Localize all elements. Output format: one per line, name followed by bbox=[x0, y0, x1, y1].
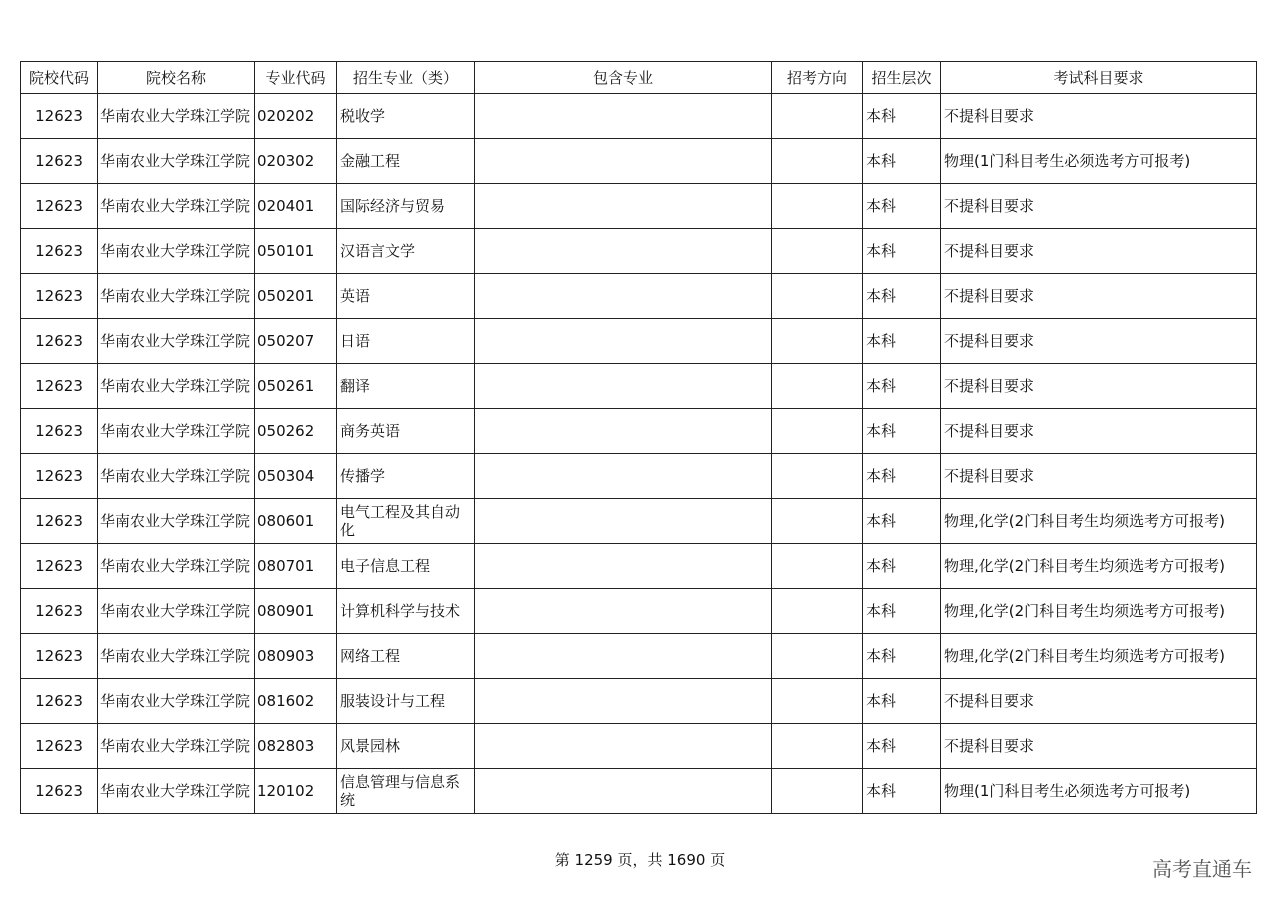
cell-school-code: 12623 bbox=[21, 454, 98, 499]
cell-direction bbox=[772, 499, 863, 544]
cell-requirement: 不提科目要求 bbox=[941, 274, 1257, 319]
cell-level: 本科 bbox=[863, 544, 941, 589]
cell-school-code: 12623 bbox=[21, 409, 98, 454]
cell-school-code: 12623 bbox=[21, 364, 98, 409]
cell-direction bbox=[772, 274, 863, 319]
table-row bbox=[21, 184, 1257, 229]
cell-school-name: 华南农业大学珠江学院 bbox=[98, 454, 255, 499]
cell-major: 税收学 bbox=[337, 94, 475, 139]
cell-requirement: 不提科目要求 bbox=[941, 679, 1257, 724]
cell-level: 本科 bbox=[863, 724, 941, 769]
cell-requirement: 不提科目要求 bbox=[941, 364, 1257, 409]
cell-major: 风景园林 bbox=[337, 724, 475, 769]
cell-level: 本科 bbox=[863, 319, 941, 364]
cell-major-code: 050261 bbox=[255, 364, 337, 409]
cell-requirement: 不提科目要求 bbox=[941, 229, 1257, 274]
cell-school-name: 华南农业大学珠江学院 bbox=[98, 184, 255, 229]
cell-school-code: 12623 bbox=[21, 769, 98, 814]
cell-school-code: 12623 bbox=[21, 319, 98, 364]
cell-school-code: 12623 bbox=[21, 229, 98, 274]
cell-school-code: 12623 bbox=[21, 589, 98, 634]
cell-school-code: 12623 bbox=[21, 184, 98, 229]
table-row bbox=[21, 634, 1257, 679]
header-major: 招生专业（类） bbox=[337, 62, 475, 94]
cell-level: 本科 bbox=[863, 229, 941, 274]
cell-major: 服装设计与工程 bbox=[337, 679, 475, 724]
cell-major: 电子信息工程 bbox=[337, 544, 475, 589]
table-row bbox=[21, 319, 1257, 364]
cell-direction bbox=[772, 634, 863, 679]
cell-major-code: 050101 bbox=[255, 229, 337, 274]
cell-requirement: 物理(1门科目考生必须选考方可报考) bbox=[941, 769, 1257, 814]
cell-school-name: 华南农业大学珠江学院 bbox=[98, 724, 255, 769]
table-header-row bbox=[21, 62, 1257, 94]
cell-major-code: 020401 bbox=[255, 184, 337, 229]
table-row bbox=[21, 724, 1257, 769]
table-row bbox=[21, 769, 1257, 814]
cell-direction bbox=[772, 454, 863, 499]
cell-level: 本科 bbox=[863, 679, 941, 724]
cell-direction bbox=[772, 229, 863, 274]
cell-school-name: 华南农业大学珠江学院 bbox=[98, 499, 255, 544]
cell-included-majors bbox=[475, 634, 772, 679]
cell-level: 本科 bbox=[863, 139, 941, 184]
table-row bbox=[21, 409, 1257, 454]
cell-major: 英语 bbox=[337, 274, 475, 319]
table-row bbox=[21, 274, 1257, 319]
cell-included-majors bbox=[475, 364, 772, 409]
cell-level: 本科 bbox=[863, 634, 941, 679]
cell-major-code: 050207 bbox=[255, 319, 337, 364]
cell-requirement: 物理,化学(2门科目考生均须选考方可报考) bbox=[941, 499, 1257, 544]
cell-level: 本科 bbox=[863, 589, 941, 634]
cell-included-majors bbox=[475, 544, 772, 589]
cell-major: 日语 bbox=[337, 319, 475, 364]
cell-level: 本科 bbox=[863, 409, 941, 454]
cell-included-majors bbox=[475, 319, 772, 364]
cell-school-name: 华南农业大学珠江学院 bbox=[98, 274, 255, 319]
cell-included-majors bbox=[475, 724, 772, 769]
cell-school-name: 华南农业大学珠江学院 bbox=[98, 94, 255, 139]
cell-direction bbox=[772, 679, 863, 724]
table-row bbox=[21, 589, 1257, 634]
cell-school-name: 华南农业大学珠江学院 bbox=[98, 409, 255, 454]
cell-school-name: 华南农业大学珠江学院 bbox=[98, 589, 255, 634]
cell-direction bbox=[772, 589, 863, 634]
cell-direction bbox=[772, 769, 863, 814]
table-row bbox=[21, 364, 1257, 409]
cell-direction bbox=[772, 184, 863, 229]
cell-major-code: 081602 bbox=[255, 679, 337, 724]
cell-requirement: 不提科目要求 bbox=[941, 184, 1257, 229]
cell-included-majors bbox=[475, 454, 772, 499]
header-school-name: 院校名称 bbox=[98, 62, 255, 94]
cell-direction bbox=[772, 544, 863, 589]
cell-included-majors bbox=[475, 139, 772, 184]
cell-major: 计算机科学与技术 bbox=[337, 589, 475, 634]
cell-school-code: 12623 bbox=[21, 724, 98, 769]
cell-major: 信息管理与信息系统 bbox=[337, 769, 475, 814]
cell-direction bbox=[772, 319, 863, 364]
cell-level: 本科 bbox=[863, 184, 941, 229]
cell-school-name: 华南农业大学珠江学院 bbox=[98, 634, 255, 679]
cell-school-name: 华南农业大学珠江学院 bbox=[98, 229, 255, 274]
cell-included-majors bbox=[475, 274, 772, 319]
cell-school-code: 12623 bbox=[21, 544, 98, 589]
cell-school-code: 12623 bbox=[21, 499, 98, 544]
cell-included-majors bbox=[475, 589, 772, 634]
cell-major-code: 020202 bbox=[255, 94, 337, 139]
cell-level: 本科 bbox=[863, 499, 941, 544]
table-row bbox=[21, 454, 1257, 499]
cell-requirement: 不提科目要求 bbox=[941, 409, 1257, 454]
cell-major-code: 080601 bbox=[255, 499, 337, 544]
table-body bbox=[21, 94, 1257, 814]
table-row bbox=[21, 229, 1257, 274]
cell-included-majors bbox=[475, 769, 772, 814]
cell-requirement: 不提科目要求 bbox=[941, 724, 1257, 769]
cell-requirement: 不提科目要求 bbox=[941, 94, 1257, 139]
cell-level: 本科 bbox=[863, 274, 941, 319]
cell-major: 汉语言文学 bbox=[337, 229, 475, 274]
cell-major-code: 082803 bbox=[255, 724, 337, 769]
cell-major-code: 050262 bbox=[255, 409, 337, 454]
table-row bbox=[21, 499, 1257, 544]
cell-direction bbox=[772, 94, 863, 139]
cell-major: 金融工程 bbox=[337, 139, 475, 184]
cell-major: 网络工程 bbox=[337, 634, 475, 679]
cell-included-majors bbox=[475, 679, 772, 724]
cell-school-name: 华南农业大学珠江学院 bbox=[98, 139, 255, 184]
table-row bbox=[21, 679, 1257, 724]
cell-level: 本科 bbox=[863, 454, 941, 499]
cell-school-code: 12623 bbox=[21, 634, 98, 679]
cell-school-name: 华南农业大学珠江学院 bbox=[98, 679, 255, 724]
page-number: 第 1259 页，共 1690 页 bbox=[554, 851, 726, 869]
cell-included-majors bbox=[475, 94, 772, 139]
cell-school-code: 12623 bbox=[21, 94, 98, 139]
cell-school-name: 华南农业大学珠江学院 bbox=[98, 769, 255, 814]
cell-major: 商务英语 bbox=[337, 409, 475, 454]
cell-major: 翻译 bbox=[337, 364, 475, 409]
table-row bbox=[21, 94, 1257, 139]
header-included-majors: 包含专业 bbox=[475, 62, 772, 94]
header-major-code: 专业代码 bbox=[255, 62, 337, 94]
cell-level: 本科 bbox=[863, 769, 941, 814]
header-direction: 招考方向 bbox=[772, 62, 863, 94]
cell-major-code: 050304 bbox=[255, 454, 337, 499]
cell-requirement: 不提科目要求 bbox=[941, 454, 1257, 499]
cell-direction bbox=[772, 724, 863, 769]
cell-included-majors bbox=[475, 184, 772, 229]
cell-requirement: 物理,化学(2门科目考生均须选考方可报考) bbox=[941, 544, 1257, 589]
cell-major-code: 020302 bbox=[255, 139, 337, 184]
watermark: 高考直通车 bbox=[1152, 857, 1252, 881]
cell-level: 本科 bbox=[863, 94, 941, 139]
cell-school-name: 华南农业大学珠江学院 bbox=[98, 319, 255, 364]
cell-major-code: 120102 bbox=[255, 769, 337, 814]
header-requirement: 考试科目要求 bbox=[941, 62, 1257, 94]
cell-requirement: 不提科目要求 bbox=[941, 319, 1257, 364]
cell-major-code: 080901 bbox=[255, 589, 337, 634]
cell-requirement: 物理,化学(2门科目考生均须选考方可报考) bbox=[941, 589, 1257, 634]
cell-included-majors bbox=[475, 229, 772, 274]
cell-included-majors bbox=[475, 499, 772, 544]
cell-major: 国际经济与贸易 bbox=[337, 184, 475, 229]
cell-major-code: 080903 bbox=[255, 634, 337, 679]
enrollment-table bbox=[20, 61, 1257, 814]
cell-requirement: 物理(1门科目考生必须选考方可报考) bbox=[941, 139, 1257, 184]
cell-direction bbox=[772, 364, 863, 409]
cell-direction bbox=[772, 139, 863, 184]
cell-school-name: 华南农业大学珠江学院 bbox=[98, 544, 255, 589]
cell-level: 本科 bbox=[863, 364, 941, 409]
cell-major-code: 050201 bbox=[255, 274, 337, 319]
cell-school-code: 12623 bbox=[21, 274, 98, 319]
table-row bbox=[21, 139, 1257, 184]
table-row bbox=[21, 544, 1257, 589]
cell-school-code: 12623 bbox=[21, 679, 98, 724]
cell-included-majors bbox=[475, 409, 772, 454]
cell-major: 传播学 bbox=[337, 454, 475, 499]
cell-direction bbox=[772, 409, 863, 454]
header-school-code: 院校代码 bbox=[21, 62, 98, 94]
cell-school-code: 12623 bbox=[21, 139, 98, 184]
header-level: 招生层次 bbox=[863, 62, 941, 94]
cell-requirement: 物理,化学(2门科目考生均须选考方可报考) bbox=[941, 634, 1257, 679]
cell-school-name: 华南农业大学珠江学院 bbox=[98, 364, 255, 409]
cell-major-code: 080701 bbox=[255, 544, 337, 589]
cell-major: 电气工程及其自动化 bbox=[337, 499, 475, 544]
